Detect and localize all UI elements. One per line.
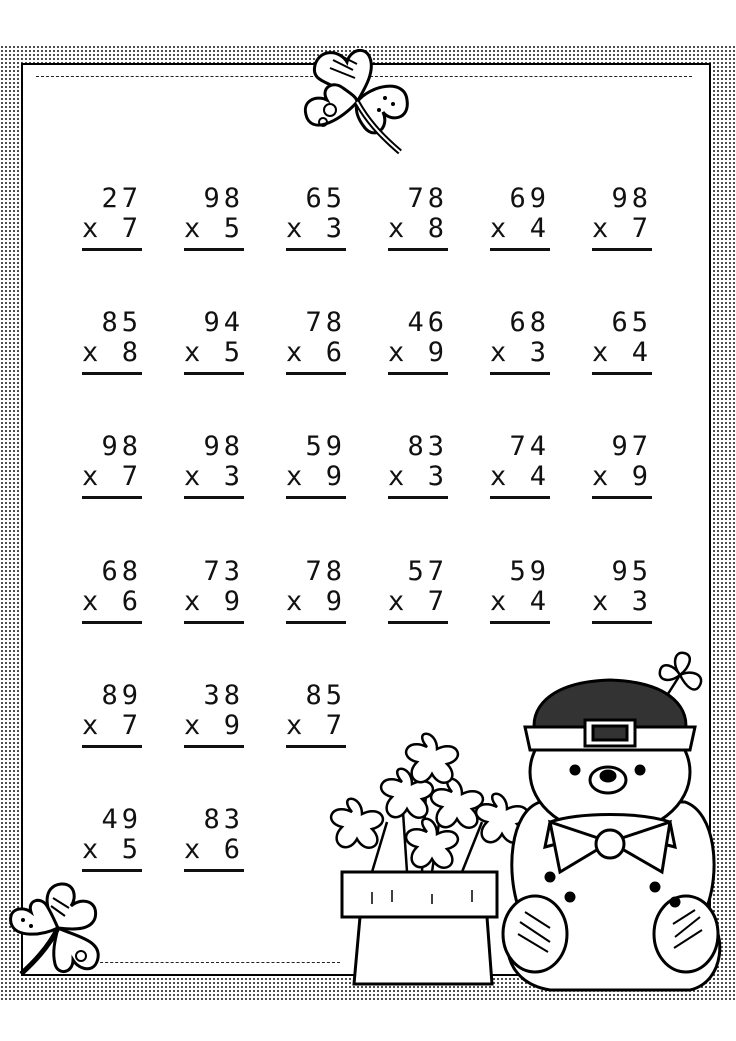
multiplicand: 85 (305, 680, 346, 711)
multiplier-row (592, 587, 654, 617)
multiplicand: 69 (509, 183, 550, 214)
multiplier: 5 (121, 834, 142, 865)
multiplier: 9 (427, 337, 448, 368)
multiply-sign: x (592, 337, 613, 368)
multiplication-problem (184, 557, 264, 627)
multiply-sign: x (82, 461, 103, 492)
multiplicand: 78 (305, 556, 346, 587)
multiplicand: 97 (611, 431, 652, 462)
answer-line (592, 372, 652, 375)
multiplication-problem (592, 308, 672, 378)
multiplier-row (286, 338, 348, 368)
multiplier: 3 (223, 461, 244, 492)
multiplier-row (490, 587, 552, 617)
bottom-dashed-line (90, 962, 340, 963)
multiply-sign: x (286, 461, 307, 492)
answer-line (388, 372, 448, 375)
multiplicand: 98 (203, 431, 244, 462)
multiply-sign: x (490, 337, 511, 368)
multiplication-problem (388, 432, 468, 502)
multiplication-problem (82, 805, 162, 875)
multiplicand: 78 (407, 183, 448, 214)
answer-line (82, 496, 142, 499)
multiplier: 4 (529, 213, 550, 244)
multiply-sign: x (490, 586, 511, 617)
multiplication-problem (184, 681, 264, 751)
multiplier: 3 (427, 461, 448, 492)
multiplicand: 83 (407, 431, 448, 462)
multiply-sign: x (490, 461, 511, 492)
answer-line (490, 372, 550, 375)
multiplication-problem (490, 557, 570, 627)
multiplier: 9 (223, 710, 244, 741)
multiplicand: 74 (509, 431, 550, 462)
multiplier-row (82, 338, 144, 368)
multiplier: 9 (223, 586, 244, 617)
multiplication-problem (82, 308, 162, 378)
multiplication-problem (286, 557, 366, 627)
multiplier-row (184, 711, 246, 741)
multiplier-row (184, 214, 246, 244)
answer-line (82, 248, 142, 251)
multiplication-problem (286, 432, 366, 502)
multiplier: 7 (631, 213, 652, 244)
multiplier: 6 (325, 337, 346, 368)
multiplication-problem (286, 184, 366, 254)
multiply-sign: x (82, 586, 103, 617)
multiplicand: 68 (509, 307, 550, 338)
multiplicand: 38 (203, 680, 244, 711)
multiplication-problem (490, 308, 570, 378)
answer-line (82, 869, 142, 872)
multiplier-row (490, 338, 552, 368)
multiplication-problem (184, 308, 264, 378)
multiplier: 5 (223, 337, 244, 368)
multiply-sign: x (592, 213, 613, 244)
multiplication-problem (82, 184, 162, 254)
answer-line (184, 621, 244, 624)
multiply-sign: x (388, 337, 409, 368)
multiplicand: 27 (101, 183, 142, 214)
multiplication-problem (184, 805, 264, 875)
multiplier-row (388, 338, 450, 368)
multiply-sign: x (82, 834, 103, 865)
multiplicand: 98 (203, 183, 244, 214)
multiplier: 9 (631, 461, 652, 492)
answer-line (286, 496, 346, 499)
multiplication-problem (592, 557, 672, 627)
multiply-sign: x (184, 461, 205, 492)
multiplier-row (286, 462, 348, 492)
multiplication-problem (490, 184, 570, 254)
multiplicand: 98 (101, 431, 142, 462)
multiplier: 3 (631, 586, 652, 617)
multiplier-row (388, 462, 450, 492)
multiplication-problem (82, 681, 162, 751)
multiplication-problem (388, 184, 468, 254)
shamrock-icon (295, 40, 420, 165)
multiplier-row (82, 711, 144, 741)
multiplicand: 59 (305, 431, 346, 462)
answer-line (388, 248, 448, 251)
multiplier: 3 (529, 337, 550, 368)
multiplicand: 83 (203, 804, 244, 835)
multiply-sign: x (286, 586, 307, 617)
answer-line (592, 621, 652, 624)
multiplicand: 57 (407, 556, 448, 587)
answer-line (490, 496, 550, 499)
multiplier: 3 (325, 213, 346, 244)
multiplier: 4 (631, 337, 652, 368)
multiplicand: 46 (407, 307, 448, 338)
multiplicand: 94 (203, 307, 244, 338)
multiply-sign: x (388, 213, 409, 244)
multiply-sign: x (184, 337, 205, 368)
answer-line (286, 621, 346, 624)
multiplier: 4 (529, 461, 550, 492)
multiplier-row (592, 338, 654, 368)
multiplicand: 68 (101, 556, 142, 587)
multiply-sign: x (184, 213, 205, 244)
multiply-sign: x (184, 710, 205, 741)
multiply-sign: x (82, 710, 103, 741)
multiplicand: 95 (611, 556, 652, 587)
answer-line (286, 372, 346, 375)
multiplicand: 59 (509, 556, 550, 587)
multiply-sign: x (592, 586, 613, 617)
multiplication-problem (490, 432, 570, 502)
answer-line (82, 372, 142, 375)
multiply-sign: x (286, 337, 307, 368)
multiplier: 7 (427, 586, 448, 617)
multiply-sign: x (286, 710, 307, 741)
multiplier-row (388, 587, 450, 617)
multiplicand: 49 (101, 804, 142, 835)
multiplier: 8 (427, 213, 448, 244)
answer-line (490, 248, 550, 251)
multiplier: 4 (529, 586, 550, 617)
multiply-sign: x (490, 213, 511, 244)
answer-line (490, 621, 550, 624)
multiply-sign: x (184, 586, 205, 617)
multiplication-problem (82, 432, 162, 502)
answer-line (592, 496, 652, 499)
multiplication-problem (82, 557, 162, 627)
multiplication-problem (388, 557, 468, 627)
multiplication-problem (184, 432, 264, 502)
answer-line (184, 869, 244, 872)
multiplier-row (592, 214, 654, 244)
multiplicand: 89 (101, 680, 142, 711)
multiplier-row (490, 462, 552, 492)
multiplier: 8 (121, 337, 142, 368)
multiplier: 6 (223, 834, 244, 865)
multiplicand: 65 (305, 183, 346, 214)
answer-line (184, 745, 244, 748)
multiplier-row (82, 587, 144, 617)
multiplication-problem (592, 184, 672, 254)
multiplier-row (82, 835, 144, 865)
multiply-sign: x (82, 213, 103, 244)
multiplicand: 65 (611, 307, 652, 338)
answer-line (592, 248, 652, 251)
multiplication-problem (592, 432, 672, 502)
multiplier: 7 (121, 213, 142, 244)
answer-line (286, 248, 346, 251)
multiply-sign: x (388, 586, 409, 617)
multiplier: 7 (121, 710, 142, 741)
answer-line (184, 248, 244, 251)
multiply-sign: x (592, 461, 613, 492)
multiplier-row (82, 462, 144, 492)
multiply-sign: x (286, 213, 307, 244)
multiplicand: 78 (305, 307, 346, 338)
multiplication-problem (184, 184, 264, 254)
multiplicand: 85 (101, 307, 142, 338)
shamrock-icon (3, 878, 113, 978)
answer-line (82, 745, 142, 748)
multiplier: 9 (325, 461, 346, 492)
multiplier: 9 (325, 586, 346, 617)
multiplier-row (388, 214, 450, 244)
multiplicand: 98 (611, 183, 652, 214)
multiplication-problem (388, 308, 468, 378)
answer-line (184, 372, 244, 375)
multiplier-row (184, 835, 246, 865)
multiplier: 7 (325, 710, 346, 741)
multiplier: 6 (121, 586, 142, 617)
multiply-sign: x (184, 834, 205, 865)
multiplier-row (184, 462, 246, 492)
multiplier: 7 (121, 461, 142, 492)
multiplier-row (286, 214, 348, 244)
answer-line (388, 496, 448, 499)
multiply-sign: x (388, 461, 409, 492)
multiplier-row (286, 587, 348, 617)
multiplier-row (82, 214, 144, 244)
multiplier: 5 (223, 213, 244, 244)
multiply-sign: x (82, 337, 103, 368)
multiplication-problem (286, 308, 366, 378)
answer-line (82, 621, 142, 624)
multiplier-row (184, 587, 246, 617)
answer-line (184, 496, 244, 499)
multiplier-row (184, 338, 246, 368)
answer-line (388, 621, 448, 624)
multiplier-row (592, 462, 654, 492)
multiplier-row (490, 214, 552, 244)
leprechaun-teddy-bear-illustration (490, 672, 730, 994)
multiplicand: 73 (203, 556, 244, 587)
